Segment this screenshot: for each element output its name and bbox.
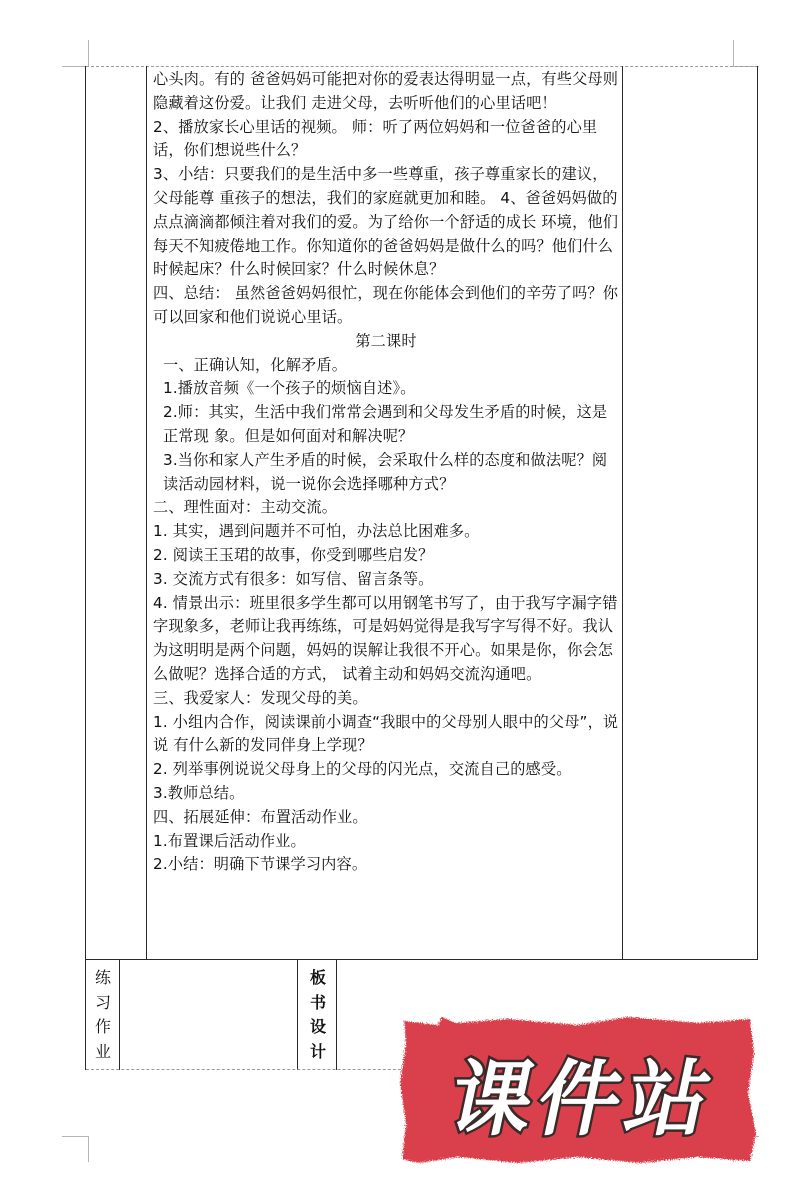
table-mid-horizontal — [85, 959, 758, 960]
practice-label-char: 作 — [94, 1017, 111, 1036]
bottom-row-divider-2 — [297, 960, 298, 1070]
board-label-char: 设 — [309, 1017, 326, 1036]
content-paragraph: 一、正确认知，化解矛盾。 — [163, 355, 348, 374]
content-paragraph: 4. 情景出示：班里很多学生都可以用钢笔书写了，由于我写字漏字错字现象多，老师让我再练练，可是妈妈觉得是我写字写得不好。我认为这明明是两个问题，妈妈的误解让我很不开心。如果是你，你会怎么做呢？选择合适的方式， 试着主动和妈妈交流沟通吧。 — [153, 593, 618, 683]
practice-label-char: 业 — [94, 1041, 111, 1061]
content-paragraph: 2.小结：明确下节课学习内容。 — [153, 855, 368, 874]
board-design-label — [302, 966, 334, 1064]
table-col-1-border — [146, 66, 147, 960]
content-paragraph: 四、拓展延伸：布置活动作业。 — [153, 807, 368, 826]
crop-mark-top-left — [88, 40, 89, 66]
board-label-char: 书 — [309, 992, 326, 1012]
content-paragraph: 1.播放音频《一个孩子的烦恼自述》。 — [163, 379, 416, 398]
content-paragraph: 四、总结： 虽然爸爸妈妈很忙，现在你能体会到他们的辛劳了吗？你可以回家和他们说说心里话。 — [153, 284, 619, 326]
table-right-border — [757, 66, 758, 960]
content-paragraph: 3. 交流方式有很多：如写信、留言条等。 — [153, 569, 434, 588]
content-paragraph: 心头肉。有的 爸爸妈妈可能把对你的爱表达得明显一点，有些父母则隐藏着这份爱。让我们 走进父母，去听听他们的心里话吧！ — [153, 70, 619, 112]
content-paragraph: 二、理性面对：主动交流。 — [153, 498, 338, 517]
practice-label-char: 习 — [94, 992, 111, 1012]
content-paragraph: 2. 阅读王玉珺的故事，你受到哪些启发？ — [153, 545, 434, 564]
table-bottom-dashed — [86, 1069, 416, 1070]
content-paragraph: 2、播放家长心里话的视频。 师：听了两位妈妈和一位爸爸的心里话，你们想说些什么？ — [153, 117, 598, 160]
table-top-dashed — [86, 66, 758, 67]
practice-homework-label — [88, 966, 118, 1064]
board-label-char: 计 — [309, 1041, 326, 1061]
content-paragraph: 第二课时 — [355, 331, 417, 350]
content-paragraph: 2. 列举事例说说父母身上的父母的闪光点，交流自己的感受。 — [153, 760, 572, 779]
crop-mark-bottom-left-h — [62, 1136, 88, 1137]
lesson-content — [153, 68, 619, 877]
content-paragraph: 三、我爱家人：发现父母的美。 — [153, 688, 368, 707]
practice-label-char: 练 — [94, 968, 111, 987]
bottom-row-divider-1 — [119, 960, 120, 1070]
content-paragraph: 1.布置课后活动作业。 — [153, 831, 306, 850]
bottom-row-divider-3 — [336, 960, 337, 1070]
content-paragraph: 3.教师总结。 — [153, 783, 245, 802]
board-label-char: 板 — [309, 968, 326, 987]
content-paragraph: 1. 其实，遇到问题并不可怕，办法总比困难多。 — [153, 522, 480, 541]
table-col-2-border — [622, 66, 623, 960]
courseware-stamp-logo — [398, 1013, 760, 1167]
crop-mark-bottom-left — [88, 1136, 89, 1162]
table-left-border — [85, 66, 86, 1070]
content-paragraph: 2.师：其实，生活中我们常常会遇到和父母发生矛盾的时候，这是正常现 象。但是如何面对和解决呢？ — [163, 403, 608, 445]
content-paragraph: 3、小结：只要我们的是生活中多一些尊重，孩子尊重家长的建议，父母能尊 重孩子的想法，我们的家庭就更加和睦。 4、爸爸妈妈做的点点滴滴都倾注着对我们的爱。为了给你一个舒适的成长 环境，他们每天不知疲倦地工作。你知道你的爸爸妈妈是做什么的吗？他们什么 时候起床？什么时候回家？什么时候休息？ — [153, 165, 619, 279]
crop-mark-top-right — [733, 40, 734, 66]
stamp-text: 课件站 — [440, 1051, 726, 1148]
content-paragraph: 3.当你和家人产生矛盾的时候，会采取什么样的态度和做法呢？阅读活动园材料，说一说你会选择哪种方式？ — [163, 450, 608, 493]
content-paragraph: 1. 小组内合作，阅读课前小调查“我眼中的父母别人眼中的父母”，说说 有什么新的发同伴身上学现？ — [153, 712, 619, 755]
